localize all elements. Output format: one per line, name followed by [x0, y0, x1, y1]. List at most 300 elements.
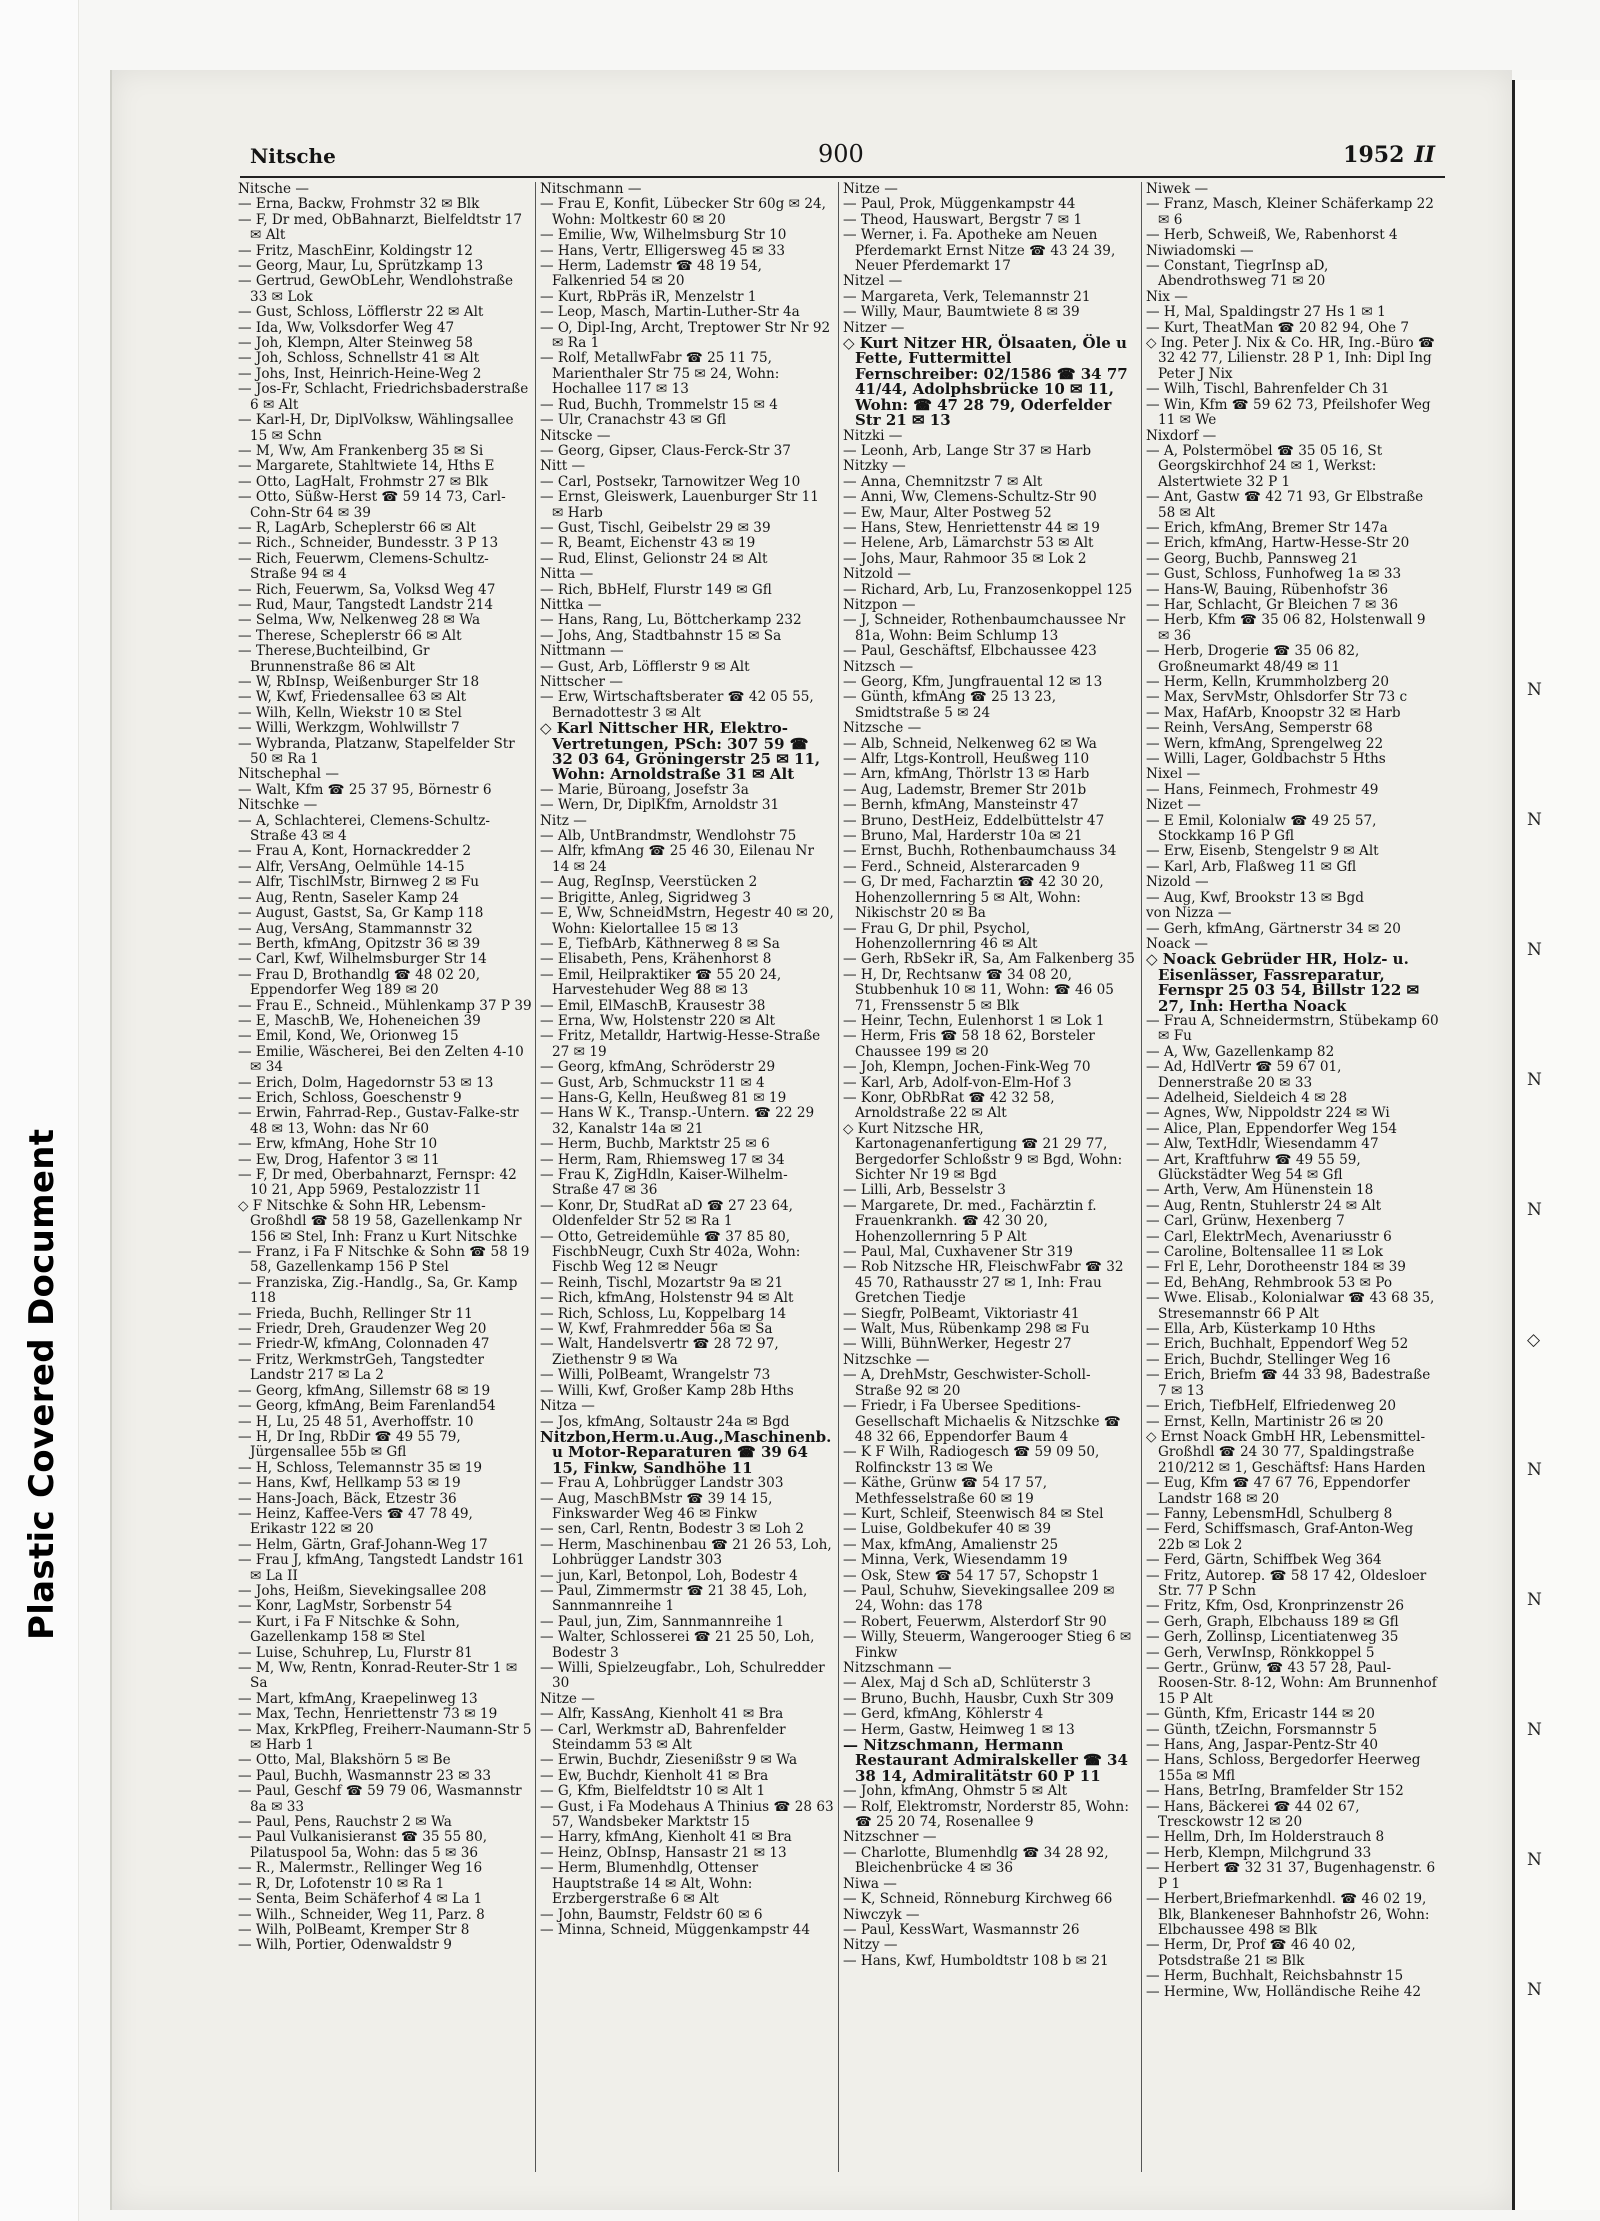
directory-entry: — Emil, Heilpraktiker ☎ 55 20 24, Harvestehuder Weg 88 ✉ 13	[540, 968, 834, 999]
directory-entry: — Paul Vulkanisieranst ☎ 35 55 80, Pilatuspool 5a, Wohn: das 5 ✉ 36	[238, 1830, 532, 1861]
directory-entry: — Ferd., Schneid, Alsterarcaden 9	[843, 860, 1137, 875]
directory-entry: — Georg, Buchb, Pannsweg 21	[1146, 552, 1440, 567]
directory-entry: — Hans-W, Bauing, Rübenhofstr 36	[1146, 583, 1440, 598]
directory-entry: Nitscke —	[540, 427, 611, 444]
directory-entry: — Willi, Kwf, Großer Kamp 28b Hths	[540, 1384, 834, 1399]
directory-entry: — Herb, Drogerie ☎ 35 06 82, Großneumarkt 48/49 ✉ 11	[1146, 644, 1440, 675]
directory-entry: — Frau A, Schneidermstrn, Stübekamp 60 ✉ Fu	[1146, 1014, 1440, 1045]
directory-entry: — Franziska, Zig.-Handlg., Sa, Gr. Kamp 118	[238, 1276, 532, 1307]
directory-entry: — H, Mal, Spaldingstr 27 Hs 1 ✉ 1	[1146, 305, 1440, 320]
directory-entry: — Rud, Buchh, Trommelstr 15 ✉ 4	[540, 398, 834, 413]
directory-entry: — Rich, Feuerwm, Clemens-Schultz-Straße 94 ✉ 4	[238, 552, 532, 583]
directory-entry: — Hans, BetrIng, Bramfelder Str 152	[1146, 1784, 1440, 1799]
directory-entry: — Georg, Gipser, Claus-Ferck-Str 37	[540, 444, 834, 459]
directory-entry: — Johs, Heißm, Sievekingsallee 208	[238, 1584, 532, 1599]
directory-entry: Nitzschner —	[843, 1829, 937, 1846]
directory-entry: — Hans, Stew, Henriettenstr 44 ✉ 19	[843, 521, 1137, 536]
directory-entry: — Gertrud, GewObLehr, Wendlohstraße 33 ✉ Lok	[238, 274, 532, 305]
directory-entry: — Max, HafArb, Knoopstr 32 ✉ Harb	[1146, 706, 1440, 721]
directory-entry: — Frau G, Dr phil, Psychol, Hohenzollernring 46 ✉ Alt	[843, 922, 1137, 953]
directory-entry: — Fritz, MaschEinr, Koldingstr 12	[238, 244, 532, 259]
directory-entry: — Willy, Steuerm, Wangerooger Stieg 6 ✉ Finkw	[843, 1630, 1137, 1661]
directory-entry: Nixel —	[1146, 766, 1201, 783]
directory-entry: — Rud, Elinst, Gelionstr 24 ✉ Alt	[540, 552, 834, 567]
facing-page-fragment: N	[1527, 1590, 1542, 1610]
directory-entry: — Emilie, Ww, Wilhelmsburg Str 10	[540, 228, 834, 243]
directory-entry: — Bruno, DestHeiz, Eddelbüttelstr 47	[843, 814, 1137, 829]
directory-entry: — Günth, tZeichn, Forsmannstr 5	[1146, 1723, 1440, 1738]
directory-entry: — Erich, Buchhalt, Eppendorf Weg 52	[1146, 1337, 1440, 1352]
directory-entry: — Carl, Grünw, Hexenberg 7	[1146, 1214, 1440, 1229]
directory-entry: — Herb, Kfm ☎ 35 06 82, Holstenwall 9 ✉ 36	[1146, 613, 1440, 644]
directory-entry: — Erich, kfmAng, Bremer Str 147a	[1146, 521, 1440, 536]
directory-entry: — Max, ServMstr, Ohlsdorfer Str 73 c	[1146, 690, 1440, 705]
directory-entry: — Herb, Klempn, Milchgrund 33	[1146, 1846, 1440, 1861]
directory-entry: — F, Dr med, ObBahnarzt, Bielfeldtstr 17 ✉ Alt	[238, 213, 532, 244]
directory-entry: — Ew, Buchdr, Kienholt 41 ✉ Bra	[540, 1769, 834, 1784]
directory-entry: — E, TiefbArb, Käthnerweg 8 ✉ Sa	[540, 937, 834, 952]
directory-entry: Nitta —	[540, 566, 594, 583]
directory-entry: — Walt, Kfm ☎ 25 37 95, Börnestr 6	[238, 783, 532, 798]
facing-page-fragment: N	[1527, 1980, 1542, 2000]
directory-entry: ◇ Karl Nittscher HR, Elektro-Vertretungen, PSch: 307 59 ☎ 32 03 64, Gröningerstr 25 ✉ 11, Wohn: Arnoldstraße 31 ✉ Alt	[540, 719, 821, 784]
directory-entry: — Alfr, TischlMstr, Birnweg 2 ✉ Fu	[238, 875, 532, 890]
directory-entry: — Paul, Geschf ☎ 59 79 06, Wasmannstr 8a ✉ 33	[238, 1784, 532, 1815]
directory-entry: — Senta, Beim Schäferhof 4 ✉ La 1	[238, 1892, 532, 1907]
directory-entry: — Kurt, Schleif, Steenwisch 84 ✉ Stel	[843, 1507, 1137, 1522]
directory-entry: Nitschke —	[238, 797, 318, 814]
directory-entry: Nixdorf —	[1146, 427, 1217, 444]
directory-entry: — Paul, Schuhw, Sievekingsallee 209 ✉ 24, Wohn: das 178	[843, 1584, 1137, 1615]
directory-entry: — Georg, kfmAng, Beim Farenland54	[238, 1399, 532, 1414]
directory-entry: — Konr, ObRbRat ☎ 42 32 58, Arnoldstraße 22 ✉ Alt	[843, 1091, 1137, 1122]
directory-entry: — Rud, Maur, Tangstedt Landstr 214	[238, 598, 532, 613]
directory-entry: — Karl, Arb, Flaßweg 11 ✉ Gfl	[1146, 860, 1440, 875]
directory-entry: — Walt, Handelsvertr ☎ 28 72 97, Ziethenstr 9 ✉ Wa	[540, 1337, 834, 1368]
directory-entry: — Herm, Kelln, Krummholzberg 20	[1146, 675, 1440, 690]
directory-entry: — Max, KrkPfleg, Freiherr-Naumann-Str 5 ✉ Harb 1	[238, 1723, 532, 1754]
directory-entry: — Wilh, Kelln, Wiekstr 10 ✉ Stel	[238, 706, 532, 721]
directory-entry: — Aug, MaschBMstr ☎ 39 14 15, Finkswarder Weg 46 ✉ Finkw	[540, 1492, 834, 1523]
directory-entry: — Anna, Chemnitzstr 7 ✉ Alt	[843, 475, 1137, 490]
directory-entry: — Rich., Schneider, Bundesstr. 3 P 13	[238, 536, 532, 551]
directory-entry: — E Emil, Kolonialw ☎ 49 25 57, Stockkamp 16 P Gfl	[1146, 814, 1440, 845]
directory-entry: — Herm, Fris ☎ 58 18 62, Borsteler Chaussee 199 ✉ 20	[843, 1029, 1137, 1060]
directory-entry: — Erw, Wirtschaftsberater ☎ 42 05 55, Bernadottestr 3 ✉ Alt	[540, 690, 834, 721]
next-page-edge	[1512, 80, 1600, 2210]
directory-entry: — Emilie, Wäscherei, Bei den Zelten 4-10 ✉ 34	[238, 1045, 532, 1076]
directory-entry: — Alfr, KassAng, Kienholt 41 ✉ Bra	[540, 1707, 834, 1722]
facing-page-fragment: N	[1527, 680, 1542, 700]
directory-entry: — Agnes, Ww, Nippoldstr 224 ✉ Wi	[1146, 1106, 1440, 1121]
directory-entry: Nitzsch —	[843, 658, 914, 675]
column-3	[843, 182, 1137, 2172]
directory-entry: — F, Dr med, Oberbahnarzt, Fernspr: 42 10 21, App 5969, Pestalozzistr 11	[238, 1168, 532, 1199]
column-1	[238, 182, 532, 2172]
directory-entry: — Paul, Mal, Cuxhavener Str 319	[843, 1245, 1137, 1260]
directory-entry: — Herm, Ram, Rhiemsweg 17 ✉ 34	[540, 1153, 834, 1168]
directory-entry: — Wilh, Portier, Odenwaldstr 9	[238, 1938, 532, 1953]
directory-entry: — Fritz, Kfm, Osd, Kronprinzenstr 26	[1146, 1599, 1440, 1614]
directory-entry: — K F Wilh, Radiogesch ☎ 59 09 50, Rolfinckstr 13 ✉ We	[843, 1445, 1137, 1476]
directory-entry: — Aug, Rentn, Stuhlerstr 24 ✉ Alt	[1146, 1199, 1440, 1214]
directory-entry: — Frau E, Konfit, Lübecker Str 60g ✉ 24, Wohn: Moltkestr 60 ✉ 20	[540, 197, 834, 228]
directory-entry: — Otto, Mal, Blakshörn 5 ✉ Be	[238, 1753, 532, 1768]
directory-entry: — Franz, i Fa F Nitschke & Sohn ☎ 58 19 58, Gazellenkamp 156 P Stel	[238, 1245, 532, 1276]
directory-entry: — Gust, Arb, Löfflerstr 9 ✉ Alt	[540, 660, 834, 675]
directory-entry: Nitze —	[843, 182, 898, 197]
directory-entry: — Caroline, Boltensallee 11 ✉ Lok	[1146, 1245, 1440, 1260]
directory-entry: — Hans-G, Kelln, Heußweg 81 ✉ 19	[540, 1091, 834, 1106]
directory-entry: — Constant, TiegrInsp aD, Abendrothsweg 71 ✉ 20	[1146, 259, 1440, 290]
directory-entry: Niwek —	[1146, 182, 1209, 197]
directory-entry: Nitzbon,Herm.u.Aug.,Maschinenb. u Motor-Reparaturen ☎ 39 64 15, Finkw, Sandhöhe 11	[540, 1427, 832, 1477]
directory-entry: — Marie, Büroang, Josefstr 3a	[540, 783, 834, 798]
directory-entry: — Berth, kfmAng, Opitzstr 36 ✉ 39	[238, 937, 532, 952]
facing-page-fragment: N	[1527, 940, 1542, 960]
directory-entry: — Karl, Arb, Adolf-von-Elm-Hof 3	[843, 1076, 1137, 1091]
directory-entry: — H, Dr, Rechtsanw ☎ 34 08 20, Stubbenhuk 10 ✉ 11, Wohn: ☎ 46 05 71, Frenssenstr 5 ✉ Blk	[843, 968, 1137, 1014]
directory-entry: — R, Beamt, Eichenstr 43 ✉ 19	[540, 536, 834, 551]
directory-entry: — Georg, Kfm, Jungfrauental 12 ✉ 13	[843, 675, 1137, 690]
directory-entry: ◇ Noack Gebrüder HR, Holz- u. Eisenlässer, Fassreparatur, Fernspr 25 03 54, Billstr 122 ✉ 27, Inh: Hertha Noack	[1146, 950, 1420, 1015]
directory-entry: — Ernst, Kelln, Martinistr 26 ✉ 20	[1146, 1415, 1440, 1430]
directory-entry: Nitzky —	[843, 458, 906, 475]
directory-entry: Nitsche —	[238, 182, 310, 197]
directory-entry: — John, kfmAng, Ohmstr 5 ✉ Alt	[843, 1784, 1137, 1799]
directory-entry: — Charlotte, Blumenhdlg ☎ 34 28 92, Bleichenbrücke 4 ✉ 36	[843, 1846, 1137, 1877]
directory-entry: — Rolf, Elektromstr, Norderstr 85, Wohn: ☎ 25 20 74, Rosenallee 9	[843, 1800, 1137, 1831]
directory-entry: — Frl E, Lehr, Dorotheenstr 184 ✉ 39	[1146, 1260, 1440, 1275]
directory-entry: — Selma, Ww, Nelkenweg 28 ✉ Wa	[238, 613, 532, 628]
directory-entry: — Paul, jun, Zim, Sannmannreihe 1	[540, 1615, 834, 1630]
directory-entry: — Herm, Blumenhdlg, Ottenser Hauptstraße 14 ✉ Alt, Wohn: Erzbergerstraße 6 ✉ Alt	[540, 1861, 834, 1907]
directory-entry: — Hans, Vertr, Elligersweg 45 ✉ 33	[540, 244, 834, 259]
directory-entry: — Ulr, Cranachstr 43 ✉ Gfl	[540, 413, 834, 428]
directory-entry: — Fritz, Metalldr, Hartwig-Hesse-Straße 27 ✉ 19	[540, 1029, 834, 1060]
directory-entry: Niwa —	[843, 1875, 897, 1892]
directory-entry: — Max, kfmAng, Amalienstr 25	[843, 1538, 1137, 1553]
directory-entry: — Gust, Schloss, Löfflerstr 22 ✉ Alt	[238, 305, 532, 320]
directory-entry: — Alfr, Ltgs-Kontroll, Heußweg 110	[843, 752, 1137, 767]
directory-entry: — Gerh, Zollinsp, Licentiatenweg 35	[1146, 1630, 1440, 1645]
directory-entry: — Reinh, VersAng, Semperstr 68	[1146, 721, 1440, 736]
directory-entry: — Joh, Klempn, Jochen-Fink-Weg 70	[843, 1060, 1137, 1075]
directory-entry: — Wilh, PolBeamt, Kremper Str 8	[238, 1923, 532, 1938]
directory-entry: — Paul, KessWart, Wasmannstr 26	[843, 1923, 1137, 1938]
directory-entry: — Rich, BbHelf, Flurstr 149 ✉ Gfl	[540, 583, 834, 598]
directory-entry: — Erich, Dolm, Hagedornstr 53 ✉ 13	[238, 1076, 532, 1091]
directory-entry: — Erw, kfmAng, Hohe Str 10	[238, 1137, 532, 1152]
directory-entry: — Minna, Schneid, Müggenkampstr 44	[540, 1923, 834, 1938]
directory-entry: — Jos-Fr, Schlacht, Friedrichsbaderstraße 6 ✉ Alt	[238, 382, 532, 413]
directory-entry: — Hermine, Ww, Holländische Reihe 42	[1146, 1985, 1440, 2000]
directory-entry: — Emil, Kond, We, Orionweg 15	[238, 1029, 532, 1044]
directory-entry: Nitzschmann —	[843, 1660, 952, 1676]
directory-entry: — Margareta, Verk, Telemannstr 21	[843, 290, 1137, 305]
directory-entry: — Herm, Dr, Prof ☎ 46 40 02, Potsdstraße 21 ✉ Blk	[1146, 1938, 1440, 1969]
directory-entry: — Heinz, Kaffee-Vers ☎ 47 78 49, Erikastr 122 ✉ 20	[238, 1507, 532, 1538]
directory-entry: — Art, Kraftfuhrw ☎ 49 55 59, Glückstädter Weg 54 ✉ Gfl	[1146, 1153, 1440, 1184]
directory-entry: — John, Baumstr, Feldstr 60 ✉ 6	[540, 1908, 834, 1923]
directory-entry: — Hans, Kwf, Humboldtstr 108 b ✉ 21	[843, 1954, 1137, 1969]
directory-entry: — Hans W K., Transp.-Untern. ☎ 22 29 32, Kanalstr 14a ✉ 21	[540, 1106, 834, 1137]
directory-entry: Nitzer —	[843, 319, 905, 336]
directory-entry: — Werner, i. Fa. Apotheke am Neuen Pferdemarkt Ernst Nitze ☎ 43 24 39, Neuer Pferdemarkt 17	[843, 228, 1137, 274]
directory-entry: — Therese, Scheplerstr 66 ✉ Alt	[238, 629, 532, 644]
directory-entry: — Otto, Getreidemühle ☎ 37 85 80, FischbNeugr, Cuxh Str 402a, Wohn: Fischb Weg 12 ✉ Neugr	[540, 1230, 834, 1276]
directory-entry: ◇ Kurt Nitzer HR, Ölsaaten, Öle u Fette, Futtermittel Fernschreiber: 02/1586 ☎ 34 77 41/44, Adolphsbrücke 10 ✉ 11, Wohn: ☎ 47 28 79, Oderfelder Str 21 ✉ 13	[843, 334, 1128, 430]
directory-entry: — E, Ww, SchneidMstrn, Hegestr 40 ✉ 20, Wohn: Kielortallee 15 ✉ 13	[540, 906, 834, 937]
directory-entry: — Georg, kfmAng, Sillemstr 68 ✉ 19	[238, 1384, 532, 1399]
directory-entry: Nitzki —	[843, 427, 903, 444]
directory-entry: — Rob Nitzsche HR, FleischwFabr ☎ 32 45 70, Rathausstr 27 ✉ 1, Inh: Frau Gretchen Tiedje	[843, 1260, 1137, 1306]
directory-entry: Nitze —	[540, 1690, 595, 1707]
directory-entry: — Hans, Bäckerei ☎ 44 02 67, Tresckowstr 12 ✉ 20	[1146, 1800, 1440, 1831]
directory-entry: — Ad, HdlVertr ☎ 59 67 01, Dennerstraße 20 ✉ 33	[1146, 1060, 1440, 1091]
directory-entry: — Anni, Ww, Clemens-Schultz-Str 90	[843, 490, 1137, 505]
directory-entry: — Herm, Buchb, Marktstr 25 ✉ 6	[540, 1137, 834, 1152]
directory-entry: — Kurt, i Fa F Nitschke & Sohn, Gazellenkamp 158 ✉ Stel	[238, 1615, 532, 1646]
directory-entry: Niwiadomski —	[1146, 242, 1254, 259]
directory-entry: — Paul, Buchh, Wasmannstr 23 ✉ 33	[238, 1769, 532, 1784]
directory-entry: — Rich, Schloss, Lu, Koppelbarg 14	[540, 1307, 834, 1322]
directory-entry: — Carl, Postsekr, Tarnowitzer Weg 10	[540, 475, 834, 490]
directory-entry: — Hans-Joach, Bäck, Etzestr 36	[238, 1492, 532, 1507]
directory-entry: — M, Ww, Rentn, Konrad-Reuter-Str 1 ✉ Sa	[238, 1661, 532, 1692]
directory-entry: — Herm, Buchhalt, Reichsbahnstr 15	[1146, 1969, 1440, 1984]
directory-entry: — Erich, kfmAng, Hartw-Hesse-Str 20	[1146, 536, 1440, 551]
directory-entry: — Siegfr, PolBeamt, Viktoriastr 41	[843, 1307, 1137, 1322]
directory-entry: Nitzel —	[843, 273, 903, 290]
directory-entry: — Franz, Masch, Kleiner Schäferkamp 22 ✉ 6	[1146, 197, 1440, 228]
directory-entry: — Günth, Kfm, Ericastr 144 ✉ 20	[1146, 1707, 1440, 1722]
directory-entry: — Heinr, Techn, Eulenhorst 1 ✉ Lok 1	[843, 1014, 1137, 1029]
directory-entry: — A, Polstermöbel ☎ 35 05 16, St Georgskirchhof 24 ✉ 1, Werkst: Alstertwiete 32 P 1	[1146, 444, 1440, 490]
directory-entry: — Erich, Schloss, Goeschenstr 9	[238, 1091, 532, 1106]
directory-entry: — Konr, Dr, StudRat aD ☎ 27 23 64, Oldenfelder Str 52 ✉ Ra 1	[540, 1199, 834, 1230]
facing-page-fragment: N	[1527, 1200, 1542, 1220]
directory-entry: — Willi, Spielzeugfabr., Loh, Schulredder 30	[540, 1661, 834, 1692]
directory-entry: — Herbert ☎ 32 31 37, Bugenhagenstr. 6 P 1	[1146, 1861, 1440, 1892]
directory-entry: Nitt —	[540, 458, 586, 475]
directory-entry: — Arn, kfmAng, Thörlstr 13 ✉ Harb	[843, 767, 1137, 782]
directory-entry: Nitzold —	[843, 566, 912, 583]
facing-page-fragment: N	[1527, 810, 1542, 830]
directory-entry: — Friedr, Dreh, Graudenzer Weg 20	[238, 1322, 532, 1337]
directory-entry: — Ant, Gastw ☎ 42 71 93, Gr Elbstraße 58 ✉ Alt	[1146, 490, 1440, 521]
directory-entry: — Theod, Hauswart, Bergstr 7 ✉ 1	[843, 213, 1137, 228]
directory-entry: — Herm, Maschinenbau ☎ 21 26 53, Loh, Lohbrügger Landstr 303	[540, 1538, 834, 1569]
directory-entry: — Paul, Zimmermstr ☎ 21 38 45, Loh, Sannmannreihe 1	[540, 1584, 834, 1615]
directory-entry: — G, Kfm, Bielfeldtstr 10 ✉ Alt 1	[540, 1784, 834, 1799]
directory-entry: — Walt, Mus, Rübenkamp 298 ✉ Fu	[843, 1322, 1137, 1337]
directory-entry: — Wern, Dr, DiplKfm, Arnoldstr 31	[540, 798, 834, 813]
facing-page-fragment: N	[1527, 1460, 1542, 1480]
directory-entry: — Frau J, kfmAng, Tangstedt Landstr 161 ✉ La II	[238, 1553, 532, 1584]
directory-entry: — Brigitte, Anleg, Sigridweg 3	[540, 891, 834, 906]
directory-entry: — jun, Karl, Betonpol, Loh, Bodestr 4	[540, 1569, 834, 1584]
column-divider	[838, 182, 839, 2172]
directory-entry: — Käthe, Grünw ☎ 54 17 57, Methfesselstraße 60 ✉ 19	[843, 1476, 1137, 1507]
page-number: 900	[818, 140, 864, 168]
directory-entry: — R, Dr, Lofotenstr 10 ✉ Ra 1	[238, 1877, 532, 1892]
directory-entry: — Erich, TiefbHelf, Elfriedenweg 20	[1146, 1399, 1440, 1414]
directory-entry: — Carl, Kwf, Wilhelmsburger Str 14	[238, 952, 532, 967]
page-header	[240, 140, 1445, 178]
directory-entry: — Helene, Arb, Lämarchstr 53 ✉ Alt	[843, 536, 1137, 551]
directory-entry: — G, Dr med, Facharztin ☎ 42 30 20, Hohenzollernring 5 ✉ Alt, Wohn: Nikischstr 20 ✉ Ba	[843, 875, 1137, 921]
directory-entry: — Willi, Lager, Goldbachstr 5 Hths	[1146, 752, 1440, 767]
directory-entry: — Otto, Süßw-Herst ☎ 59 14 73, Carl-Cohn-Str 64 ✉ 39	[238, 490, 532, 521]
directory-entry: — A, Schlachterei, Clemens-Schultz-Straße 43 ✉ 4	[238, 814, 532, 845]
directory-entry: — Elisabeth, Pens, Krähenhorst 8	[540, 952, 834, 967]
directory-entry: — Mart, kfmAng, Kraepelinweg 13	[238, 1692, 532, 1707]
facing-page-fragment: N	[1527, 1070, 1542, 1090]
directory-entry: — Harry, kfmAng, Kienholt 41 ✉ Bra	[540, 1830, 834, 1845]
directory-entry: — Willi, Werkzgm, Wohlwillstr 7	[238, 721, 532, 736]
directory-entry: — Kurt, RbPräs iR, Menzelstr 1	[540, 290, 834, 305]
directory-entry: — Willy, Maur, Baumtwiete 8 ✉ 39	[843, 305, 1137, 320]
directory-entry: — Wybranda, Platzanw, Stapelfelder Str 50 ✉ Ra 1	[238, 737, 532, 768]
directory-entry: — Kurt, TheatMan ☎ 20 82 94, Ohe 7	[1146, 321, 1440, 336]
directory-entry: — Ferd, Schiffsmasch, Graf-Anton-Weg 22b ✉ Lok 2	[1146, 1522, 1440, 1553]
column-2	[540, 182, 834, 2172]
directory-entry: — Friedr, i Fa Ubersee Speditions-Gesellschaft Michaelis & Nitzschke ☎ 48 32 66, Eppendorfer Baum 4	[843, 1399, 1137, 1445]
directory-entry: — Georg, kfmAng, Schröderstr 29	[540, 1060, 834, 1075]
directory-entry: — Friedr-W, kfmAng, Colonnaden 47	[238, 1337, 532, 1352]
directory-entry: — K, Schneid, Rönneburg Kirchweg 66	[843, 1892, 1137, 1907]
directory-entry: — Hellm, Drh, Im Holderstrauch 8	[1146, 1830, 1440, 1845]
directory-entry: von Nizza —	[1146, 905, 1232, 922]
directory-entry: — Herb, Schweiß, We, Rabenhorst 4	[1146, 228, 1440, 243]
directory-entry: — Ferd, Gärtn, Schiffbek Weg 364	[1146, 1553, 1440, 1568]
directory-entry: — Gertr., Grünw, ☎ 43 57 28, Paul-Roosen-Str. 8-12, Wohn: Am Brunnenhof 15 P Alt	[1146, 1661, 1440, 1707]
directory-entry: — Erna, Backw, Frohmstr 32 ✉ Blk	[238, 197, 532, 212]
directory-entry: — Eug, Kfm ☎ 47 67 76, Eppendorfer Landstr 168 ✉ 20	[1146, 1476, 1440, 1507]
directory-entry: — Therese,Buchteilbind, Gr Brunnenstraße 86 ✉ Alt	[238, 644, 532, 675]
directory-entry: — R., Malermstr., Rellinger Weg 16	[238, 1861, 532, 1876]
directory-entry: — Ernst, Buchh, Rothenbaumchauss 34	[843, 844, 1137, 859]
directory-entry: — Gust, i Fa Modehaus A Thinius ☎ 28 63 57, Wandsbeker Marktstr 15	[540, 1800, 834, 1831]
facing-page-fragment: N	[1527, 1720, 1542, 1740]
directory-entry: — Rich, Feuerwm, Sa, Volksd Weg 47	[238, 583, 532, 598]
directory-entry: — Ew, Drog, Hafentor 3 ✉ 11	[238, 1153, 532, 1168]
left-margin-strip	[0, 0, 79, 2221]
year-text: 1952	[1343, 142, 1405, 168]
directory-entry: — Hans, Rang, Lu, Böttcherkamp 232	[540, 613, 834, 628]
directory-entry: — Johs, Inst, Heinrich-Heine-Weg 2	[238, 367, 532, 382]
directory-entry: — Gerh, kfmAng, Gärtnerstr 34 ✉ 20	[1146, 922, 1440, 937]
directory-entry: — Leonh, Arb, Lange Str 37 ✉ Harb	[843, 444, 1137, 459]
directory-entry: — W, Kwf, Friedensallee 63 ✉ Alt	[238, 690, 532, 705]
directory-entry: — Georg, Maur, Lu, Sprützkamp 13	[238, 259, 532, 274]
directory-entry: — Alfr, VersAng, Oelmühle 14-15	[238, 860, 532, 875]
directory-entry: Nittscher —	[540, 674, 623, 690]
directory-entry: — Rolf, MetallwFabr ☎ 25 11 75, Marienthaler Str 75 ✉ 24, Wohn: Hochallee 117 ✉ 13	[540, 351, 834, 397]
directory-entry: — sen, Carl, Rentn, Bodestr 3 ✉ Loh 2	[540, 1522, 834, 1537]
directory-entry: — Hans, Schloss, Bergedorfer Heerweg 155a ✉ Mfl	[1146, 1753, 1440, 1784]
directory-entry: — Herbert,Briefmarkenhdl. ☎ 46 02 19, Blk, Blankeneser Bahnhofstr 26, Wohn: Elbchaussee 498 ✉ Blk	[1146, 1892, 1440, 1938]
directory-entry: — W, Kwf, Frahmredder 56a ✉ Sa	[540, 1322, 834, 1337]
directory-entry: — Ed, BehAng, Rehmbrook 53 ✉ Po	[1146, 1276, 1440, 1291]
directory-entry: — Alice, Plan, Eppendorfer Weg 154	[1146, 1122, 1440, 1137]
directory-entry: Nix —	[1146, 288, 1188, 305]
directory-entry: — Hans, Feinmech, Frohmestr 49	[1146, 783, 1440, 798]
directory-entry: — Leop, Masch, Martin-Luther-Str 4a	[540, 305, 834, 320]
column-divider	[1141, 182, 1142, 2172]
directory-entry: — Alfr, kfmAng ☎ 25 46 30, Eilenau Nr 14 ✉ 24	[540, 844, 834, 875]
header-name: Nitsche	[250, 144, 336, 168]
directory-entry: — August, Gastst, Sa, Gr Kamp 118	[238, 906, 532, 921]
directory-entry: — Bernh, kfmAng, Mansteinstr 47	[843, 798, 1137, 813]
directory-entry: — Har, Schlacht, Gr Bleichen 7 ✉ 36	[1146, 598, 1440, 613]
plastic-covered-label: Plastic Covered Document	[22, 1128, 62, 1640]
directory-entry: — Arth, Verw, Am Hünenstein 18	[1146, 1183, 1440, 1198]
directory-entry: — Margarete, Stahltwiete 14, Hths E	[238, 459, 532, 474]
directory-entry: — Reinh, Tischl, Mozartstr 9a ✉ 21	[540, 1276, 834, 1291]
directory-entry: — Karl-H, Dr, DiplVolksw, Wählingsallee 15 ✉ Schn	[238, 413, 532, 444]
directory-entry: — Adelheid, Sieldeich 4 ✉ 28	[1146, 1091, 1440, 1106]
directory-entry: — A, Ww, Gazellenkamp 82	[1146, 1045, 1440, 1060]
directory-entry: — H, Dr Ing, RbDir ☎ 49 55 79, Jürgensallee 55b ✉ Gfl	[238, 1430, 532, 1461]
directory-entry: — Erwin, Fahrrad-Rep., Gustav-Falke-str 48 ✉ 13, Wohn: das Nr 60	[238, 1106, 532, 1137]
directory-entry: — Johs, Ang, Stadtbahnstr 15 ✉ Sa	[540, 629, 834, 644]
directory-entry: — Win, Kfm ☎ 59 62 73, Pfeilshofer Weg 11 ✉ We	[1146, 398, 1440, 429]
directory-entry: — Luise, Goldbekufer 40 ✉ 39	[843, 1522, 1137, 1537]
directory-entry: Nittka —	[540, 596, 602, 613]
directory-entry: — Gerh, Graph, Elbchauss 189 ✉ Gfl	[1146, 1615, 1440, 1630]
directory-entry: Nitzpon —	[843, 596, 916, 613]
directory-entry: — Paul, Prok, Müggenkampstr 44	[843, 197, 1137, 212]
directory-entry: — Lilli, Arb, Besselstr 3	[843, 1183, 1137, 1198]
directory-entry: — R, LagArb, Scheplerstr 66 ✉ Alt	[238, 521, 532, 536]
directory-entry: — Luise, Schuhrep, Lu, Flurstr 81	[238, 1646, 532, 1661]
directory-entry: — Otto, LagHalt, Frohmstr 27 ✉ Blk	[238, 475, 532, 490]
directory-entry: — Joh, Klempn, Alter Steinweg 58	[238, 336, 532, 351]
directory-entry: — Osk, Stew ☎ 54 17 57, Schopstr 1	[843, 1569, 1137, 1584]
directory-entry: Nitza —	[540, 1398, 595, 1415]
directory-entry: — Bruno, Buchh, Hausbr, Cuxh Str 309	[843, 1692, 1137, 1707]
directory-entry: — Wwe. Elisab., Kolonialwar ☎ 43 68 35, Stresemannstr 66 P Alt	[1146, 1291, 1440, 1322]
directory-entry: — Konr, LagMstr, Sorbenstr 54	[238, 1599, 532, 1614]
directory-entry: Nittmann —	[540, 643, 624, 660]
directory-entry: — Walter, Schlosserei ☎ 21 25 50, Loh, Bodestr 3	[540, 1630, 834, 1661]
directory-entry: — Margarete, Dr. med., Fachärztin f. Frauenkrankh. ☎ 42 30 20, Hohenzollernring 5 P Alt	[843, 1199, 1137, 1245]
directory-entry: — Frau A, Kont, Hornackredder 2	[238, 844, 532, 859]
directory-entry: Nitzy —	[843, 1937, 898, 1954]
directory-entry: — Willi, PolBeamt, Wrangelstr 73	[540, 1368, 834, 1383]
directory-entry: — Erich, Briefm ☎ 44 33 98, Badestraße 7 ✉ 13	[1146, 1368, 1440, 1399]
directory-entry: Niwczyk —	[843, 1906, 920, 1923]
directory-entry: — Alb, UntBrandmstr, Wendlohstr 75	[540, 829, 834, 844]
directory-entry: — Richard, Arb, Lu, Franzosenkoppel 125	[843, 583, 1137, 598]
directory-entry: — Aug, RegInsp, Veerstücken 2	[540, 875, 834, 890]
directory-entry: — Bruno, Mal, Harderstr 10a ✉ 21	[843, 829, 1137, 844]
directory-entry: — Alex, Maj d Sch aD, Schlüterstr 3	[843, 1676, 1137, 1691]
directory-entry: — Fanny, LebensmHdl, Schulberg 8	[1146, 1507, 1440, 1522]
directory-entry: — Herm, Gastw, Heimweg 1 ✉ 13	[843, 1723, 1137, 1738]
directory-entry: — Helm, Gärtn, Graf-Johann-Weg 17	[238, 1538, 532, 1553]
directory-entry: — Carl, ElektrMech, Avenariusstr 6	[1146, 1230, 1440, 1245]
directory-entry: — Gerh, VerwInsp, Rönkkoppel 5	[1146, 1646, 1440, 1661]
directory-entry: — Heinz, ObInsp, Hansastr 21 ✉ 13	[540, 1846, 834, 1861]
directory-entry: — W, RbInsp, Weißenburger Str 18	[238, 675, 532, 690]
directory-entry: — Minna, Verk, Wiesendamm 19	[843, 1553, 1137, 1568]
column-4	[1146, 182, 1440, 2172]
directory-entry: — Gust, Arb, Schmuckstr 11 ✉ 4	[540, 1076, 834, 1091]
directory-entry: Nitzschke —	[843, 1351, 930, 1368]
